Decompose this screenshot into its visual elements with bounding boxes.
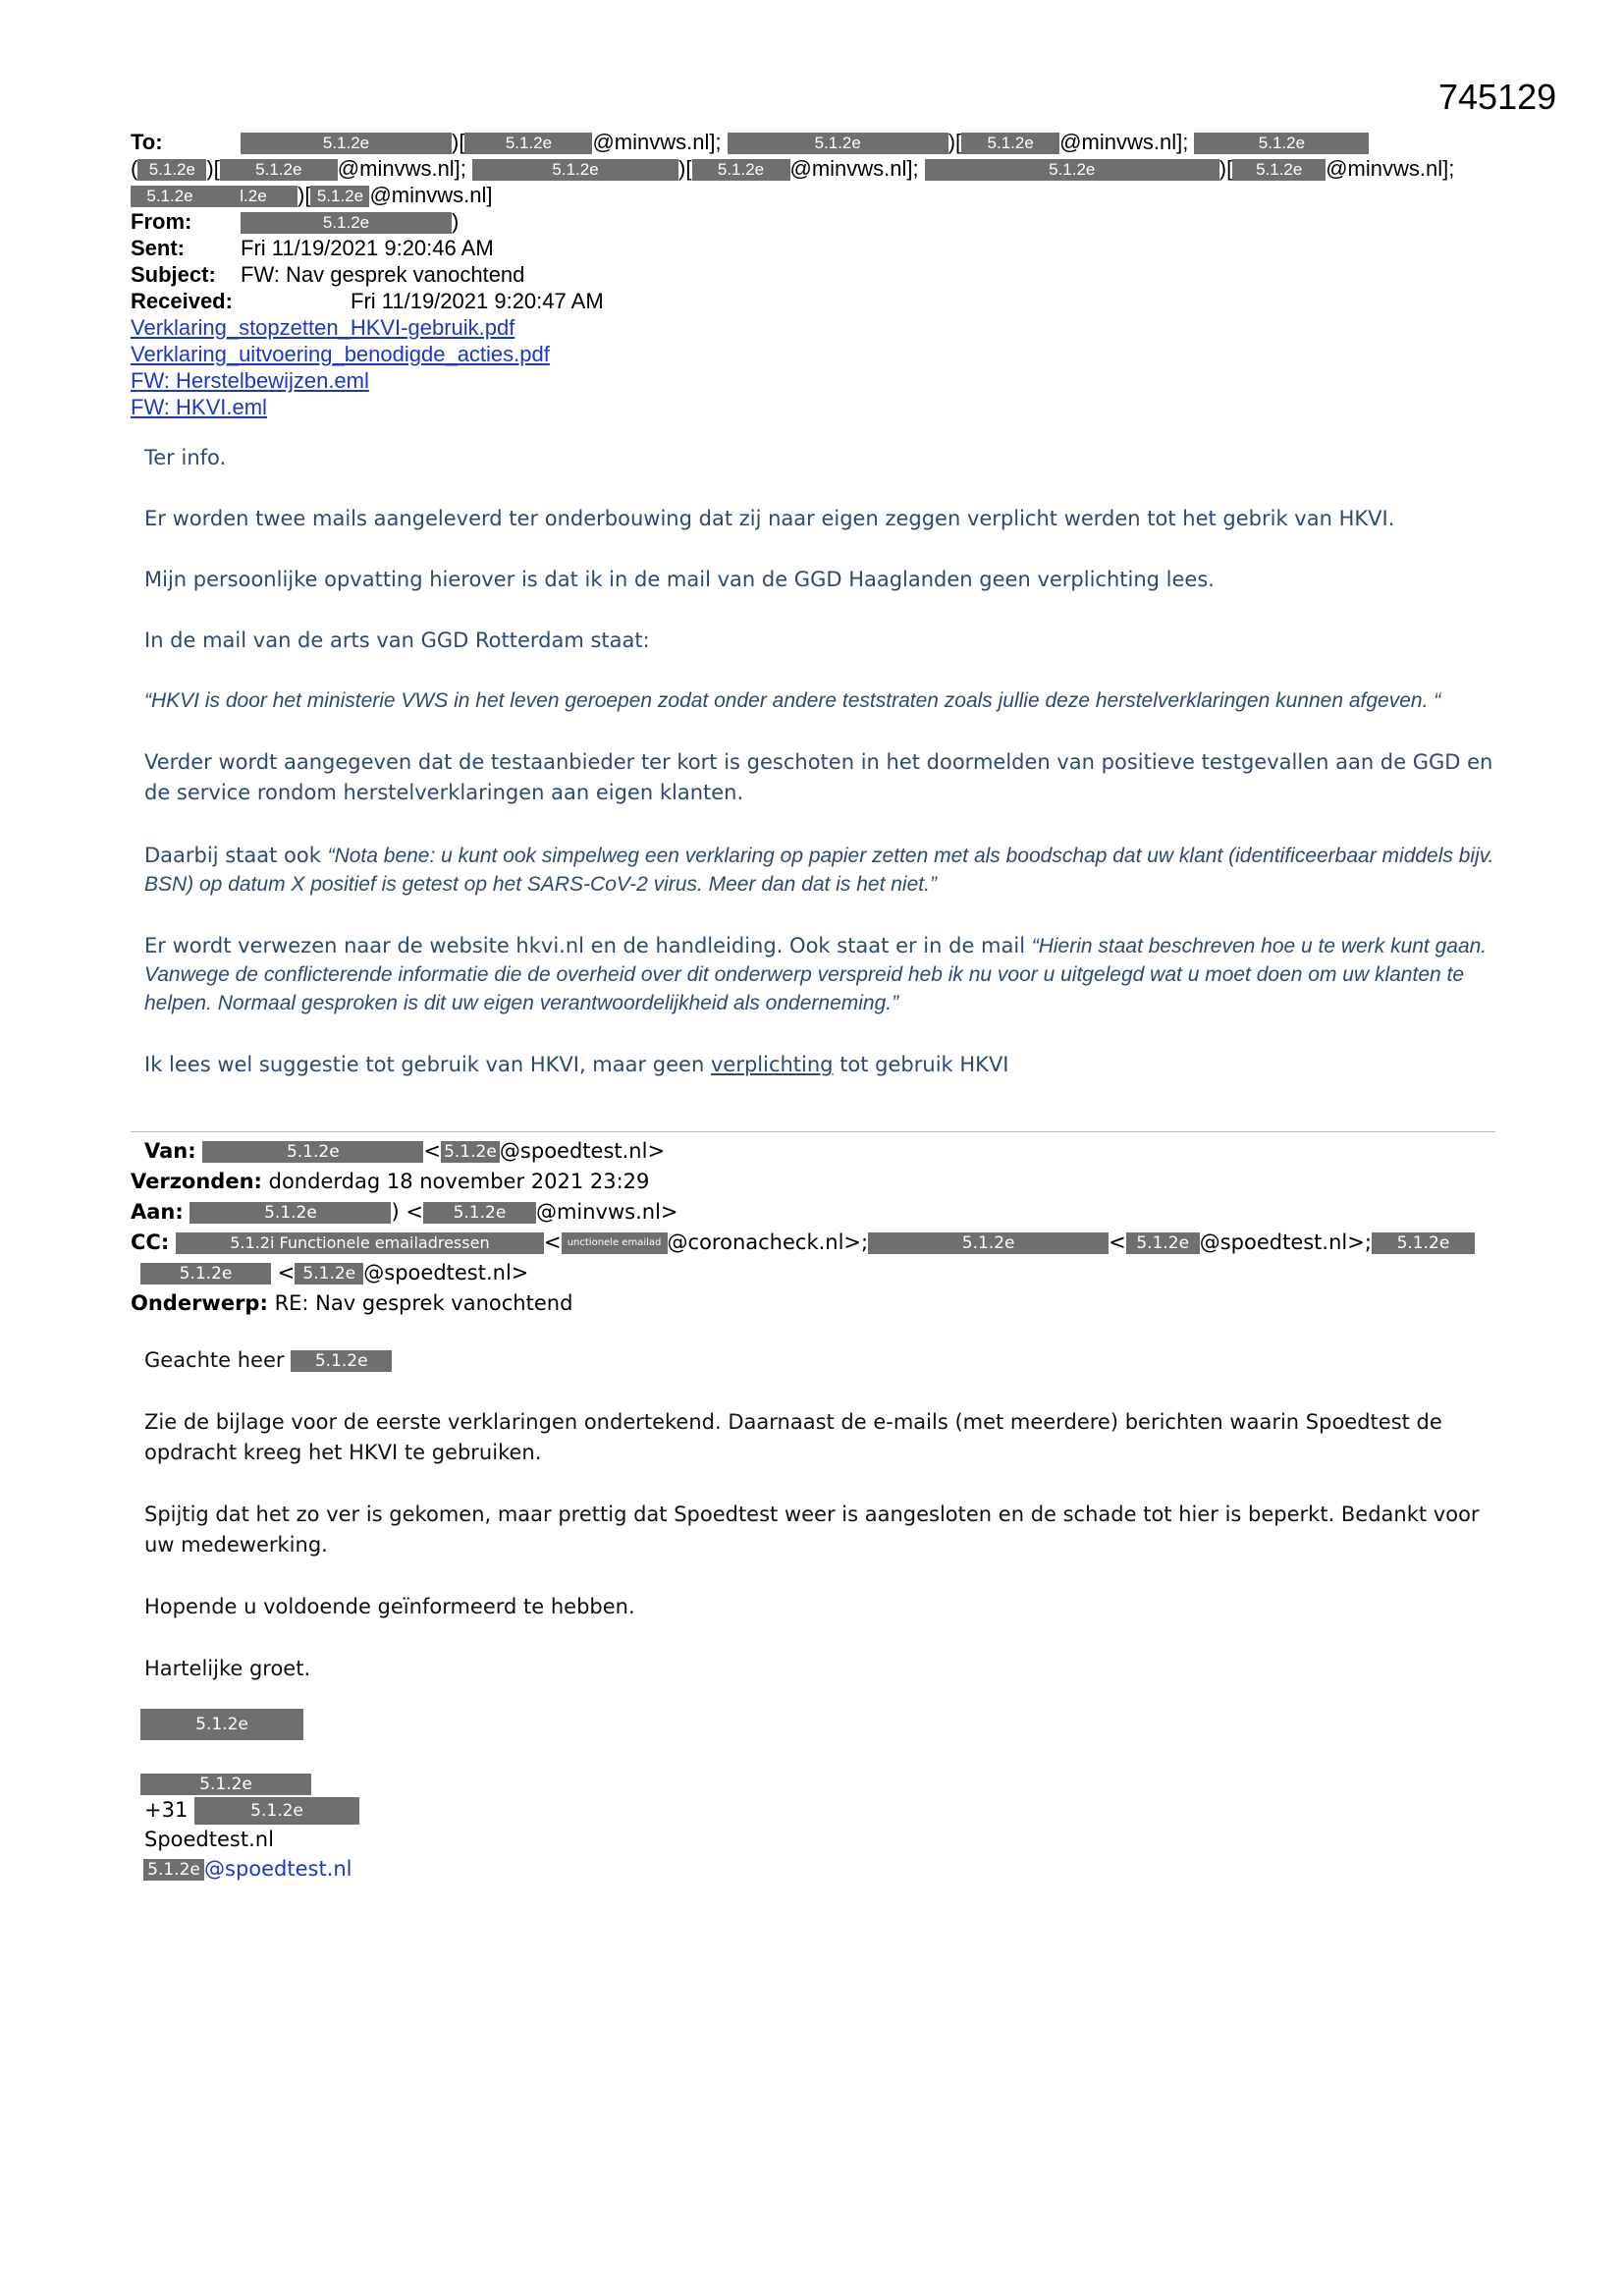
subject-line (131, 261, 1525, 288)
email-domain: @spoedtest.nl> (499, 1139, 666, 1163)
redaction: 5.1.2e (1126, 1232, 1200, 1254)
signature-email (140, 1855, 359, 1883)
van-label: Van: (144, 1139, 196, 1163)
email-domain: @minvws.nl]; (789, 156, 919, 181)
paragraph: Ter info. (144, 446, 227, 469)
from-line: From: 5.1.2e ) (131, 209, 460, 234)
signature-phone (140, 1795, 359, 1825)
redaction: 5.1.2e (472, 159, 678, 181)
paragraph-intro: Er wordt verwezen naar de website hkvi.nl en de handleiding. Ook staat er in de mail (144, 934, 1032, 957)
redaction: 5.1.2e (140, 1709, 303, 1740)
to-label: To: (131, 130, 163, 154)
onderwerp-line (131, 1288, 1525, 1319)
redaction: 5.1.2e (202, 1141, 423, 1163)
redaction: 5.1.2e (1194, 133, 1369, 154)
email-domain: @minvws.nl]; (1059, 130, 1189, 154)
redaction: 5.1.2e (310, 186, 369, 207)
document-number: 745129 (1438, 77, 1557, 117)
divider (131, 1131, 1495, 1132)
signature (140, 1709, 359, 1883)
redaction: 5.1.2e (143, 1859, 204, 1881)
paragraph: Er worden twee mails aangeleverd ter onderbouwing dat zij naar eigen zeggen verplicht werden tot het gebrik van HKVI. (144, 507, 1395, 530)
paragraph-text: Ik lees wel suggestie tot gebruik van HKVI, maar geen (144, 1053, 711, 1076)
received-value: Fri 11/19/2021 9:20:47 AM (351, 289, 604, 313)
verzonden-value: donderdag 18 november 2021 23:29 (268, 1170, 650, 1193)
from-label: From: (131, 209, 192, 234)
redaction: 5.1.2e (1232, 159, 1326, 181)
attachment-list (131, 314, 1525, 420)
email-domain: @minvws.nl> (535, 1200, 678, 1224)
redaction: 5.1.2e (291, 1350, 392, 1372)
signature-name (140, 1709, 359, 1742)
message-body-forward (144, 444, 1499, 1112)
paragraph: Hartelijke groet. (144, 1657, 311, 1680)
quote-text: “Nota bene: u kunt ook simpelweg een verklaring op papier zetten met als boodschap dat uw klant (identificeerbaar middels bijv. BSN) op datum X positief is getest op het SARS-CoV-2 virus. Meer dan dat is het niet.” (144, 845, 1494, 896)
message-body-original (144, 1345, 1499, 1716)
paragraph: Hopende u voldoende geïnformeerd te hebben. (144, 1595, 635, 1618)
signature-title (140, 1772, 359, 1795)
redaction: 5.1.2e (220, 159, 338, 181)
aan-label: Aan: (131, 1200, 184, 1224)
redaction: 5.1.2e (1372, 1232, 1475, 1254)
redaction: l.2e (209, 186, 298, 207)
email-domain: @minvws.nl]; (592, 130, 722, 154)
cc-line-2: 5.1.2e < 5.1.2e @spoedtest.nl> (131, 1258, 1525, 1288)
received-label: Received: (131, 289, 233, 313)
redaction: 5.1.2e (140, 1774, 311, 1795)
paragraph (144, 1051, 1499, 1078)
email-domain: @minvws.nl] (369, 183, 493, 207)
onderwerp-value: RE: Nav gesprek vanochtend (274, 1291, 573, 1315)
redaction: unctionele emailad (562, 1232, 668, 1254)
attachment-link[interactable]: Verklaring_stopzetten_HKVI-gebruik.pdf (131, 315, 515, 340)
to-line-1: To: 5.1.2e )[ 5.1.2e @minvws.nl]; 5.1.2e )[ 5.1.2e @minvws.nl]; 5.1.2e (131, 129, 1525, 155)
paragraph: Spijtig dat het zo ver is gekomen, maar prettig dat Spoedtest weer is aangesloten en de schade tot hier is beperkt. Bedankt voor uw medewerking. (144, 1503, 1480, 1557)
paragraph (144, 842, 1499, 899)
attachment-link[interactable]: Verklaring_uitvoering_benodigde_acties.pdf (131, 342, 550, 366)
redaction: 5.1.2e (189, 1202, 391, 1224)
paragraph-text: tot gebruik HKVI (833, 1053, 1009, 1076)
subject-value: FW: Nav gesprek vanochtend (241, 262, 525, 287)
van-line: Van: 5.1.2e < 5.1.2e @spoedtest.nl> (144, 1139, 666, 1163)
greeting-text: Geachte heer (144, 1348, 285, 1372)
received-line (131, 288, 1525, 314)
redaction: 5.1.2e (423, 1202, 536, 1224)
cc-label: CC: (131, 1230, 170, 1254)
paragraph: Verder wordt aangegeven dat de testaanbieder ter kort is geschoten in het doormelden van positieve testgevallen aan de GGD en de service rondom herstelverklaringen aan eigen klanten. (144, 750, 1493, 804)
redaction: 5.1.2e (868, 1232, 1109, 1254)
email-domain: @spoedtest.nl> (363, 1261, 529, 1285)
signature-company: Spoedtest.nl (144, 1828, 274, 1851)
cc-line-1: CC: 5.1.2i Functionele emailadressen < unctionele emailad @coronacheck.nl>; 5.1.2e < 5.1.2e @spoedtest.nl>; 5.1.2e (131, 1228, 1525, 1258)
attachment-link[interactable]: FW: Herstelbewijzen.eml (131, 368, 369, 393)
email-domain: @minvws.nl]; (337, 156, 466, 181)
verzonden-line (131, 1167, 1525, 1197)
underlined-word: verplichting (710, 1053, 834, 1076)
redaction: 5.1.2e (131, 186, 209, 207)
sent-label: Sent: (131, 236, 185, 260)
redaction: 5.1.2e (194, 1797, 359, 1825)
phone-prefix: +31 (144, 1798, 189, 1822)
redaction: 5.1.2e (728, 133, 948, 154)
redaction: 5.1.2e (137, 159, 206, 181)
to-line-3: 5.1.2e l.2e )[ 5.1.2e @minvws.nl] (131, 182, 1525, 208)
attachment-link[interactable]: FW: HKVI.eml (131, 395, 267, 419)
paragraph: Mijn persoonlijke opvatting hierover is dat ik in de mail van de GGD Haaglanden geen verplichting lees. (144, 568, 1215, 591)
email-domain: @minvws.nl]; (1326, 156, 1455, 181)
onderwerp-label: Onderwerp: (131, 1291, 268, 1315)
aan-line: Aan: 5.1.2e ) < 5.1.2e @minvws.nl> (131, 1200, 678, 1224)
email-header (131, 129, 1525, 420)
redaction: 5.1.2e (441, 1141, 500, 1163)
quote-text: “Hierin staat beschreven hoe u te werk kunt gaan. Vanwege de conflicterende informatie die de overheid over dit onderwerp verspreid heb ik nu voor u uitgelegd wat u moet doen om uw klanten te helpen. Normaal gesproken is dit uw eigen verantwoordelijkheid als onderneming.” (144, 935, 1488, 1014)
email-domain: @coronacheck.nl>; (667, 1230, 869, 1254)
redaction: 5.1.2e (140, 1263, 271, 1285)
sent-line (131, 235, 1525, 261)
redaction: 5.1.2e (692, 159, 790, 181)
paragraph (144, 932, 1499, 1017)
paragraph: Zie de bijlage voor de eerste verklaringen ondertekend. Daarnaast de e-mails (met meerdere) berichten waarin Spoedtest de opdracht kreeg het HKVI te gebruiken. (144, 1410, 1442, 1464)
original-message-header (131, 1136, 1525, 1319)
subject-label: Subject: (131, 262, 216, 287)
redaction: 5.1.2e (464, 133, 592, 154)
redaction: 5.1.2e (241, 133, 452, 154)
redaction: 5.1.2e (241, 212, 452, 234)
email-link[interactable]: @spoedtest.nl (204, 1857, 352, 1881)
redaction: 5.1.2i Functionele emailadressen (176, 1232, 544, 1254)
quote-paragraph: “HKVI is door het ministerie VWS in het leven geroepen zodat onder andere teststraten zoals jullie deze herstelverklaringen kunnen afgeven. “ (144, 689, 1441, 712)
paragraph-intro: Daarbij staat ook (144, 844, 328, 867)
paragraph: In de mail van de arts van GGD Rotterdam staat: (144, 629, 650, 652)
redaction: 5.1.2e (295, 1263, 363, 1285)
verzonden-label: Verzonden: (131, 1170, 262, 1193)
greeting (144, 1345, 1499, 1376)
redaction: 5.1.2e (925, 159, 1219, 181)
to-line-2: ( 5.1.2e )[ 5.1.2e @minvws.nl]; 5.1.2e )[ 5.1.2e @minvws.nl]; 5.1.2e )[ 5.1.2e @minvws.nl]; (131, 156, 1455, 181)
redaction: 5.1.2e (961, 133, 1059, 154)
sent-value: Fri 11/19/2021 9:20:46 AM (241, 236, 494, 260)
email-domain: @spoedtest.nl>; (1199, 1230, 1372, 1254)
